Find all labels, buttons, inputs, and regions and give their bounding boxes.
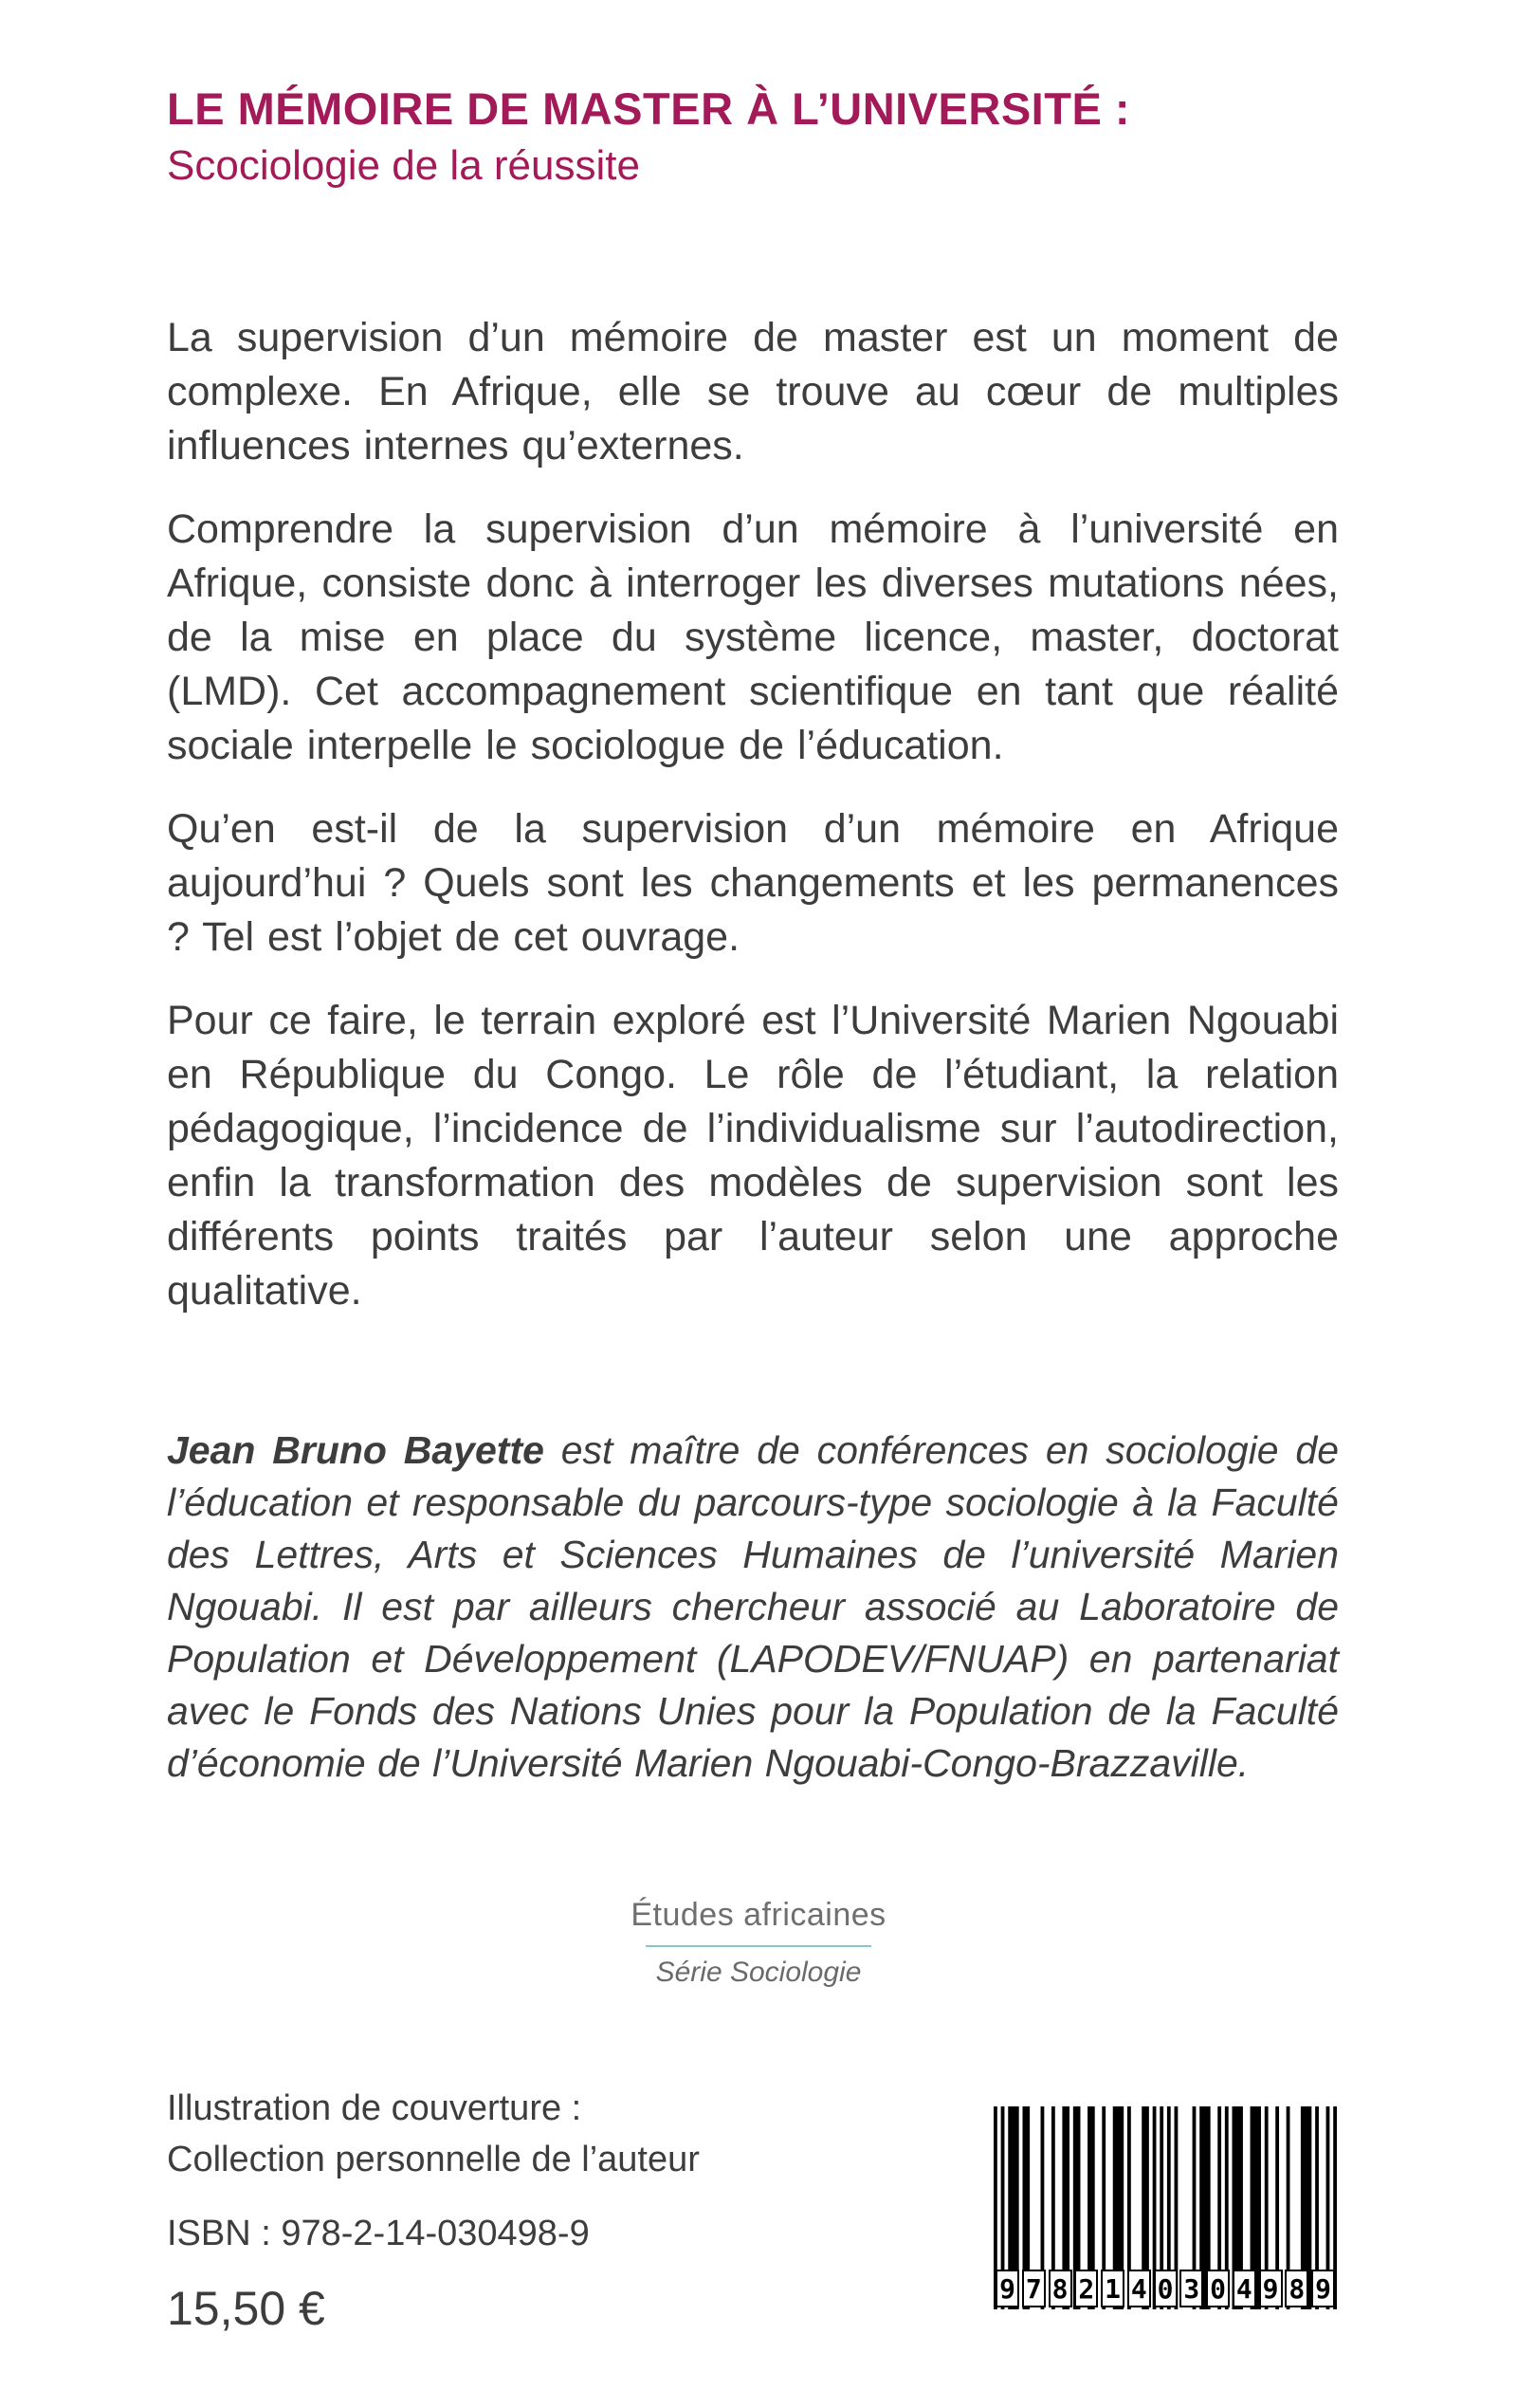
isbn: ISBN : 978-2-14-030498-9	[167, 2214, 590, 2253]
synopsis-paragraph: Comprendre la supervision d’un mémoire à l’université en Afrique, consiste donc à interroger les diverses mutations nées, de la mise en place du système licence, master, doctorat (LMD). Cet accompagnement scientifique en tant que réalité sociale interpelle le sociologue de l’éducation.	[167, 506, 1339, 769]
main-content	[167, 83, 1339, 1790]
barcode-digits	[996, 2270, 1335, 2307]
book-title: LE MÉMOIRE DE MASTER À L’UNIVERSITÉ :	[167, 83, 1131, 134]
barcode-digit: 9	[1311, 2270, 1335, 2307]
barcode-digit: 0	[1154, 2270, 1178, 2307]
author-bio	[167, 1425, 1339, 1790]
barcode-digit: 9	[996, 2270, 1019, 2307]
price: 15,50 €	[167, 2282, 325, 2335]
cover-illustration-credit	[167, 2083, 700, 2185]
book-subtitle: Scociologie de la réussite	[167, 142, 640, 190]
synopsis-paragraph: La supervision d’un mémoire de master est un moment de complexe. En Afrique, elle se trouve au cœur de multiples influences internes qu’externes.	[167, 315, 1339, 469]
barcode-digit: 3	[1179, 2270, 1203, 2307]
barcode-digit: 0	[1206, 2270, 1230, 2307]
synopsis-paragraph: Pour ce faire, le terrain exploré est l’Université Marien Ngouabi en République du Congo. Le rôle de l’étudiant, la relation pédagogique, l’incidence de l’individualisme sur l’autodirection, enfin la transformation des modèles de supervision sont les différents points traités par l’auteur selon une approche qualitative.	[167, 998, 1339, 1314]
ean-barcode	[994, 2106, 1337, 2309]
synopsis-paragraph: Qu’en est-il de la supervision d’un mémoire en Afrique aujourd’hui ? Quels sont les changements et les permanences ? Tel est l’objet de cet ouvrage.	[167, 806, 1339, 961]
synopsis	[167, 311, 1339, 1318]
collection-underline	[646, 1945, 871, 1947]
illustration-credit-line1: Illustration de couverture :	[167, 2088, 582, 2128]
barcode-digit: 4	[1127, 2270, 1151, 2307]
author-name: Jean Bruno Bayette	[167, 1428, 544, 1473]
collection-block	[0, 1897, 1517, 1989]
collection-series: Série Sociologie	[655, 1957, 862, 1988]
barcode-digit: 7	[1022, 2270, 1046, 2307]
collection-name: Études africaines	[631, 1897, 886, 1933]
illustration-credit-line2: Collection personnelle de l’auteur	[167, 2140, 700, 2179]
barcode-digit: 2	[1074, 2270, 1098, 2307]
barcode-digit: 9	[1259, 2270, 1283, 2307]
barcode-digit: 8	[1049, 2270, 1072, 2307]
barcode-digit: 4	[1233, 2270, 1256, 2307]
author-bio-text: est maître de conférences en sociologie de l’éducation et responsable du parcours-type sociologie à la Faculté des Lettres, Arts et Sciences Humaines de l’université Marien Ngouabi. Il est par ailleurs chercheur associé au Laboratoire de Population et Développement (LAPODEV/FNUAP) en partenariat avec le Fonds des Nations Unies pour la Population de la Faculté d’économie de l’Université Marien Ngouabi-Congo-Brazzaville.	[167, 1428, 1339, 1786]
barcode-digit: 1	[1101, 2270, 1124, 2307]
barcode-digit: 8	[1285, 2270, 1308, 2307]
